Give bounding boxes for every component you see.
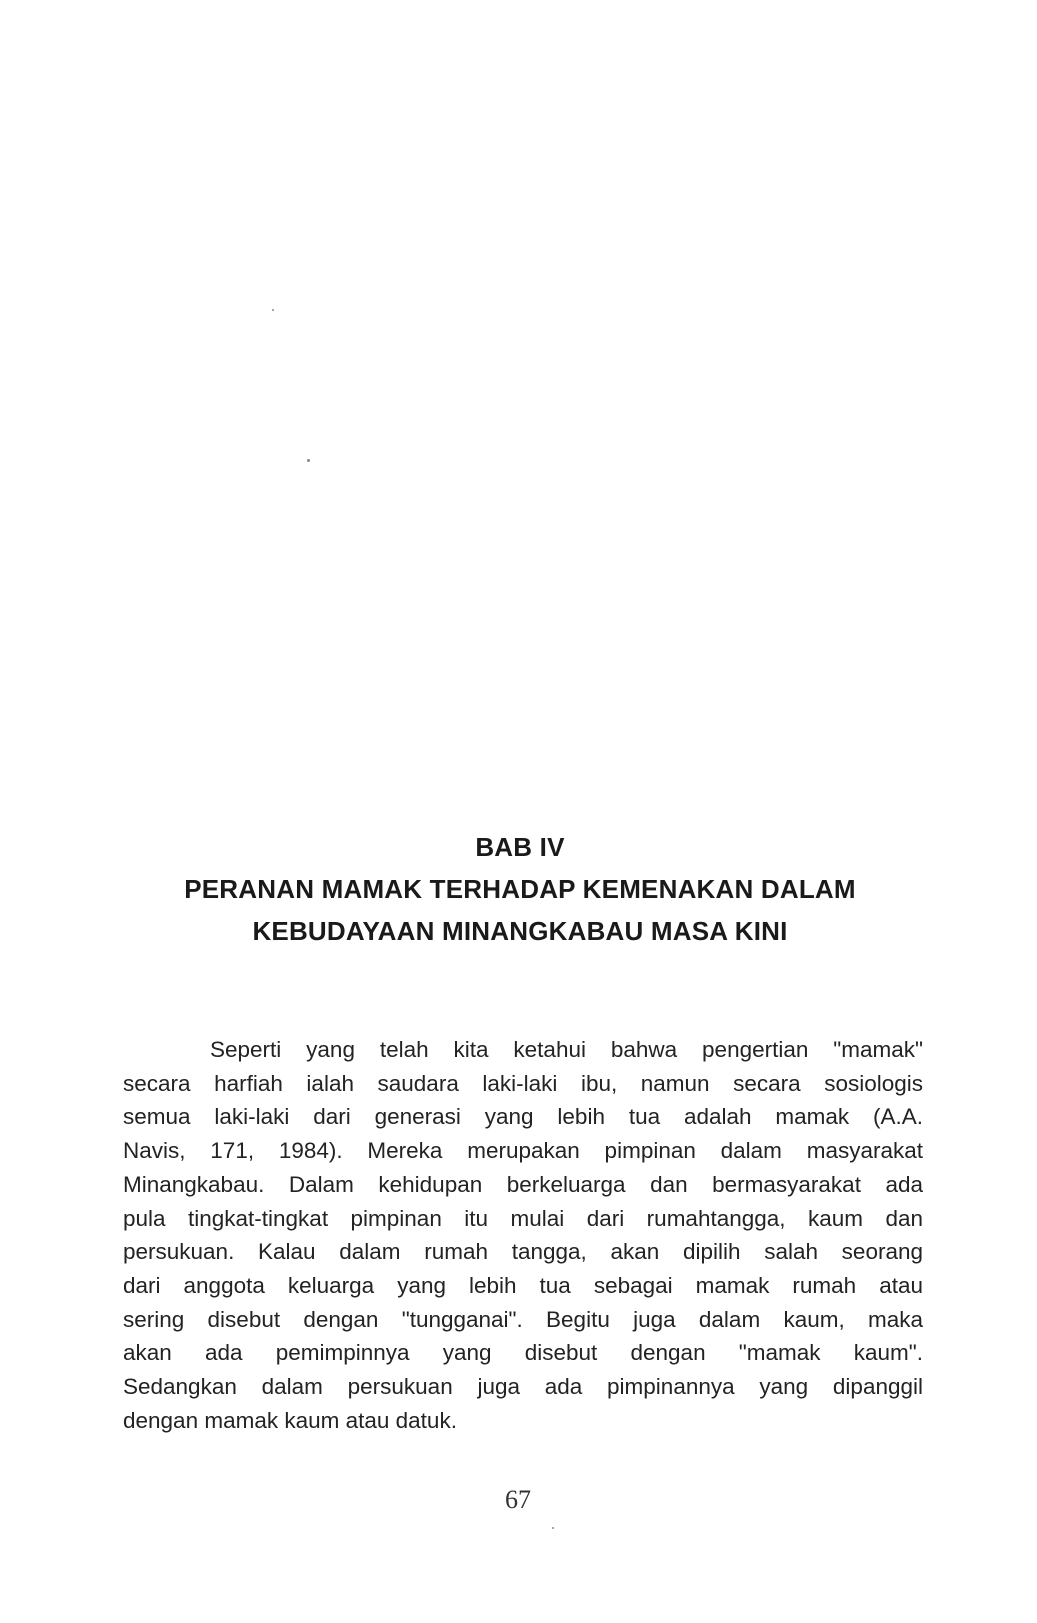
- paragraph-line: persukuan. Kalau dalam rumah tangga, akan dipilih salah seorang: [123, 1239, 923, 1265]
- scan-speck: [307, 459, 310, 462]
- paragraph-line: dengan mamak kaum atau datuk.: [123, 1407, 457, 1433]
- paragraph-line: dari anggota keluarga yang lebih tua sebagai mamak rumah atau: [123, 1272, 923, 1298]
- page-number: 67: [505, 1485, 531, 1514]
- scan-speck: [272, 309, 274, 311]
- paragraph-line: sering disebut dengan "tungganai". Begitu juga dalam kaum, maka: [123, 1306, 923, 1332]
- body-paragraph: [123, 1033, 923, 1437]
- chapter-number: BAB IV: [475, 832, 565, 862]
- paragraph-line: Minangkabau. Dalam kehidupan berkeluarga dan bermasyarakat ada: [123, 1171, 923, 1197]
- paragraph-line: pula tingkat-tingkat pimpinan itu mulai dari rumahtangga, kaum dan: [123, 1205, 923, 1231]
- paragraph-line: secara harfiah ialah saudara laki-laki ibu, namun secara sosiologis: [123, 1070, 923, 1096]
- paragraph-line: Sedangkan dalam persukuan juga ada pimpinannya yang dipanggil: [123, 1374, 923, 1400]
- paragraph-line: akan ada pemimpinnya yang disebut dengan "mamak kaum".: [123, 1340, 923, 1366]
- chapter-title-line-1: PERANAN MAMAK TERHADAP KEMENAKAN DALAM: [184, 874, 856, 904]
- scan-speck: [552, 1527, 554, 1529]
- paragraph-line: semua laki-laki dari generasi yang lebih tua adalah mamak (A.A.: [123, 1104, 923, 1130]
- paragraph-line: Seperti yang telah kita ketahui bahwa pengertian "mamak": [210, 1037, 923, 1062]
- chapter-title-line-2: KEBUDAYAAN MINANGKABAU MASA KINI: [252, 916, 788, 946]
- paragraph-line: Navis, 171, 1984). Mereka merupakan pimpinan dalam masyarakat: [123, 1138, 923, 1164]
